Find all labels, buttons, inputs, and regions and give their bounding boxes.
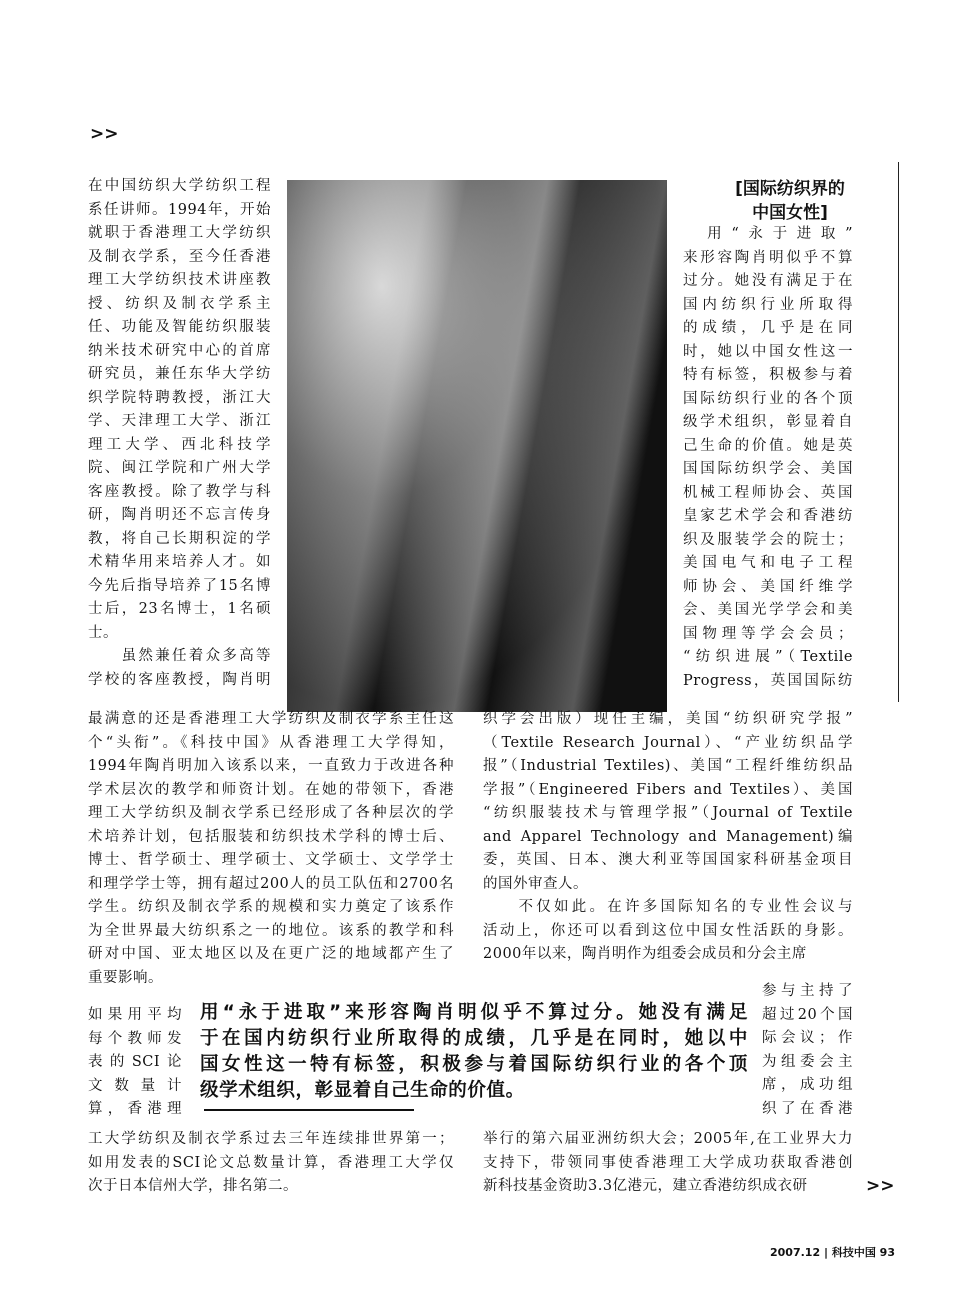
text-line: 博士、哲学硕士、理学硕士、文学硕士、文学学士 <box>88 852 454 868</box>
text-line: 织及服装学会的院士； <box>683 531 853 548</box>
text-line: 虽然兼任着众多高等 <box>88 648 271 664</box>
continuation-marker-bottom: >> <box>866 1176 895 1196</box>
text-line: 国际纺织行业的各个顶 <box>683 390 853 407</box>
text-line: 学校的客座教授，陶肖明 <box>88 671 271 688</box>
text-line: 国物理等学会会员； <box>683 625 853 642</box>
text-line: 为全世界最大纺织系之一的地位。该系的教学和科 <box>88 922 454 939</box>
text-line: 特有标签，积极参与着 <box>683 367 853 383</box>
text-line: 报”（Industrial Textiles)、美国“工程纤维纺织品 <box>483 758 853 774</box>
text-line: 纳米技术研究中心的首席 <box>88 342 271 359</box>
text-line: （Textile Research Journal）、“产业纺织品学 <box>483 734 853 751</box>
text-line: 院、闽江学院和广州大学 <box>88 460 271 476</box>
text-line: 皇家艺术学会和香港纺 <box>683 508 853 524</box>
text-line: 重要影响。 <box>88 969 163 986</box>
text-line: 级学术组织，彰显着自己生命的价值。 <box>200 1080 525 1101</box>
text-line: 织了在香港 <box>762 1100 853 1117</box>
text-line: 术培养计划，包括服装和纺织技术学科的博士后、 <box>88 828 454 845</box>
text-line: 际会议；作 <box>762 1030 853 1046</box>
text-line: 理工大学纺织及制衣学系已经形成了各种层次的学 <box>88 805 454 821</box>
text-line: 个“头衔”。《科技中国》从香港理工大学得知， <box>88 734 454 751</box>
issue-date: 2007.12 <box>770 1246 821 1259</box>
text-line: 织学院特聘教授，浙江大 <box>88 389 271 406</box>
magazine-name: 科技中国 <box>831 1246 876 1259</box>
section-heading <box>710 177 870 225</box>
text-line: 工大学纺织及制衣学系过去三年连续排世界第一； <box>88 1131 454 1147</box>
text-line: 美国电气和电子工程 <box>683 555 853 571</box>
text-line: 的成绩，几乎是在同 <box>683 320 853 336</box>
right-column-bottom-text <box>483 1128 853 1199</box>
portrait-photo <box>287 180 667 712</box>
text-line: 活动上，你还可以看到这位中国女性活跃的身影。 <box>483 922 853 939</box>
text-line: 于在国内纺织行业所取得的成绩，几乎是在同时，她以中 <box>200 1028 748 1049</box>
left-column-narrow-text <box>88 1004 182 1122</box>
text-line: 2000年以来，陶肖明作为组委会成员和分会主席 <box>483 946 807 962</box>
left-column-bottom-text <box>88 1128 454 1199</box>
section-heading-line: 中国女性] <box>752 203 828 223</box>
text-line: 席，成功组 <box>762 1077 853 1093</box>
text-line: 会、美国光学学会和美 <box>683 602 853 618</box>
text-line: 委，英国、日本、澳大利亚等国国家科研基金项目 <box>483 852 853 868</box>
text-line: 机械工程师协会、英国 <box>683 484 853 501</box>
text-line: 教，将自己长期积淀的学 <box>88 530 271 547</box>
text-line: 不仅如此。在许多国际知名的专业性会议与 <box>483 899 853 915</box>
continuation-marker-top: >> <box>90 124 119 144</box>
text-line: 如果用平均 <box>88 1007 182 1023</box>
page-footer <box>770 1244 895 1260</box>
right-column-mid-text <box>483 708 853 967</box>
text-line: 授、纺织及制衣学系主 <box>88 295 271 312</box>
text-line: 在中国纺织大学纺织工程 <box>88 178 271 194</box>
text-line: 用“永于进取”来形容陶肖明似乎不算过分。她没有满足 <box>200 1002 748 1023</box>
text-line: 新科技基金资助3.3亿港元，建立香港纺织成衣研 <box>483 1178 808 1194</box>
text-line: 客座教授。除了教学与科 <box>88 483 271 500</box>
text-line: “纺织服装技术与管理学报”（Journal of Textile <box>483 805 853 821</box>
section-heading-line: [国际纺织界的 <box>735 179 845 199</box>
text-line: 次于日本信州大学，排名第二。 <box>88 1178 298 1194</box>
text-line: “纺织进展”（Textile <box>683 649 853 665</box>
text-line: 国内纺织行业所取得 <box>683 296 853 313</box>
text-line: 过分。她没有满足于在 <box>683 273 853 289</box>
footer-separator: | <box>823 1246 828 1259</box>
text-line: 时，她以中国女性这一 <box>683 343 853 360</box>
text-line: 参与主持了 <box>762 983 853 999</box>
text-line: 织学会出版）现任主编，美国“纺织研究学报” <box>483 711 853 727</box>
text-line: 士后，23名博士，1名硕 <box>88 601 271 617</box>
text-line: Progress，英国国际纺 <box>683 672 853 689</box>
left-column-top-text <box>88 175 271 692</box>
right-column-narrow-text <box>762 980 853 1121</box>
right-column-top-text <box>683 223 853 693</box>
text-line: 来形容陶肖明似乎不算 <box>683 249 853 266</box>
text-line: 理工大学纺织技术讲座教 <box>88 272 271 288</box>
text-line: 表的SCI论 <box>88 1054 182 1070</box>
text-line: 用“永于进取” <box>683 226 853 242</box>
text-line: 支持下，带领同事使香港理工大学成功获取香港创 <box>483 1154 853 1171</box>
text-line: 超过20个国 <box>762 1006 853 1023</box>
text-line: 国国际纺织学会、美国 <box>683 461 853 477</box>
text-line: 今先后指导培养了15名博 <box>88 577 271 594</box>
text-line: 师协会、美国纤维学 <box>683 578 853 595</box>
pull-quote-text <box>200 1000 748 1104</box>
text-line: 学生。纺织及制衣学系的规模和实力奠定了该系作 <box>88 899 454 915</box>
text-line: 系任讲师。1994年，开始 <box>88 201 271 218</box>
text-line: 举行的第六届亚洲纺织大会；2005年,在工业界大力 <box>483 1131 853 1147</box>
text-line: 研究员，兼任东华大学纺 <box>88 366 271 382</box>
text-line: 任、功能及智能纺织服装 <box>88 319 271 335</box>
text-line: 术精华用来培养人才。如 <box>88 554 271 570</box>
page-number: 93 <box>879 1246 895 1259</box>
text-line: 如用发表的SCI论文总数量计算，香港理工大学仅 <box>88 1154 454 1171</box>
text-line: 就职于香港理工大学纺织 <box>88 225 271 241</box>
text-line: 最满意的还是香港理工大学纺织及制衣学系主任这 <box>88 711 454 727</box>
text-line: 研，陶肖明还不忘言传身 <box>88 507 271 523</box>
column-rule <box>898 162 899 702</box>
text-line: 学术层次的教学和师资计划。在她的带领下，香港 <box>88 781 454 798</box>
left-column-mid-text <box>88 708 454 990</box>
text-line: 及制衣学系，至今任香港 <box>88 248 271 265</box>
text-line: 士。 <box>88 624 118 641</box>
text-line: 算，香港理 <box>88 1101 182 1117</box>
text-line: 为组委会主 <box>762 1053 853 1070</box>
text-line: 国女性这一特有标签，积极参与着国际纺织行业的各个顶 <box>200 1054 748 1075</box>
text-line: 的国外审查人。 <box>483 875 588 892</box>
text-line: 研对中国、亚太地区以及在更广泛的地域都产生了 <box>88 946 454 962</box>
text-line: 每个教师发 <box>88 1030 182 1047</box>
text-line: 1994年陶肖明加入该系以来，一直致力于改进各种 <box>88 758 454 774</box>
text-line: 学报”（Engineered Fibers and Textiles）、美国 <box>483 781 853 798</box>
text-line: 己生命的价值。她是英 <box>683 437 853 454</box>
text-line: 文数量计 <box>88 1077 182 1094</box>
text-line: and Apparel Technology and Management)编 <box>483 828 853 845</box>
text-line: 理工大学、西北科技学 <box>88 436 271 453</box>
text-line: 和理学学士等，拥有超过200人的员工队伍和2700名 <box>88 875 454 892</box>
text-line: 学、天津理工大学、浙江 <box>88 413 271 429</box>
text-line: 级学术组织，彰显着自 <box>683 414 853 430</box>
pull-quote-rule <box>204 1109 414 1111</box>
pull-quote <box>200 1000 748 1104</box>
